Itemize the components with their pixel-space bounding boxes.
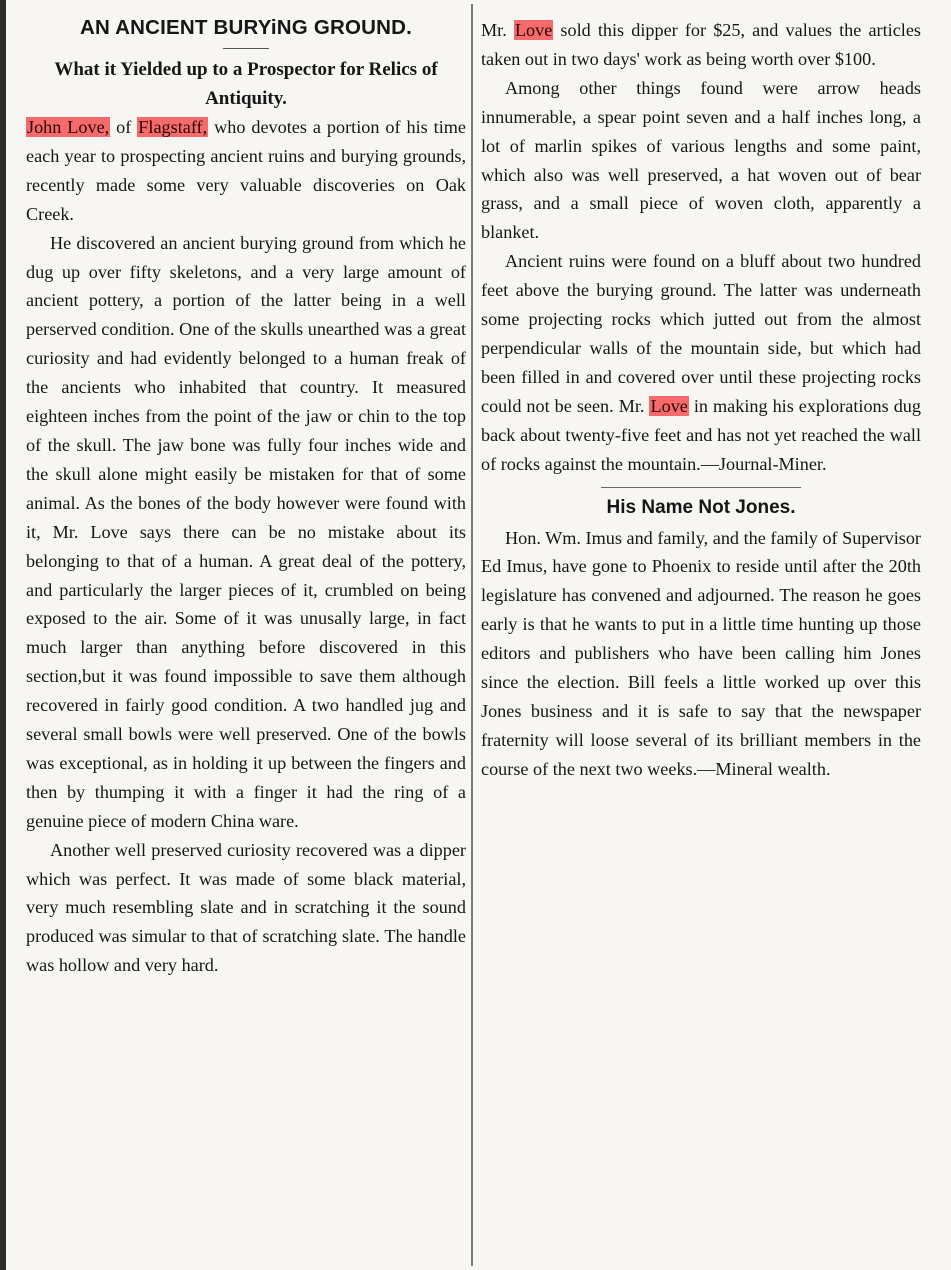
article-subhead: What it Yielded up to a Prospector for Relics of Antiquity. [54,59,438,109]
paragraph-3-rest: sold this dipper for $25, and values the articles taken out in two days' work as being worth over $100. [481,20,921,69]
text-of: of [110,117,138,137]
paragraph-5-text: Ancient ruins were found on a bluff about two hundred feet above the burying ground. The latter was underneath some projecting rocks which jutted out from the almost perpendicular walls of the mountain side, but which had been filled in and covered over until these projecting rocks could not be seen. Mr. [481,251,921,416]
paragraph-5-rest: in making his explorations dug back about twenty-five feet and has not yet reached the wall of rocks against the mountain.—Journal-Miner. [481,395,921,474]
column-rule [471,4,473,1266]
highlight-place: Flagstaff, [138,117,208,137]
article-2-headline: His Name Not Jones. [606,496,796,518]
article-headline: AN ANCIENT BURYiNG GROUND. [79,16,413,39]
headline-rule [223,48,269,49]
highlight-love-1: Love [514,20,553,40]
article-divider [601,487,801,488]
paragraph-3 [26,836,466,981]
paragraph-1-text: who devotes a portion of his time each year to prospecting ancient ruins and burying grounds, recently made some very valuable discoveries on Oak Creek. [26,117,467,224]
paragraph-5 [481,247,921,478]
left-column [26,0,466,1270]
paragraph-1 [26,113,466,229]
paragraph-4: Among other things found were arrow heads innumerable, a spear point seven and a half inches long, a lot of marlin spikes of various lengths and some paint, which also was well preserved, a hat woven out of bear grass, and a small piece of woven cloth, apparently a blanket. [481,77,921,243]
scan-edge [0,0,6,1270]
paragraph-3-continued [481,16,921,74]
highlight-love-2: Love [650,395,688,416]
highlight-name: John Love, [27,117,110,137]
text-mr: Mr. [481,20,514,40]
right-column [481,0,921,1270]
paragraph-3-text: Another well preserved curiosity recovered was a dipper which was perfect. It was made of some black material, very much resembling slate and in scratching it the sound produced was simular to that of scratching slate. The handle was hollow and very hard. [26,839,466,976]
paragraph-2: He discovered an ancient burying ground from which he dug up over fifty skeletons, and a very large amount of ancient pottery, a portion of the latter being in a well perserved condition. One of the skulls unearthed was a great curiosity and had evidently belonged to a human freak of the ancients who inhabited that country. It measured eighteen inches from the point of the jaw or chin to the top of the skull. The jaw bone was fully four inches wide and the skull alone might easily be mistaken for that of some animal. As the bones of the body however were found with it, Mr. Love says there can be no mistake about its belonging to that of a human. A great deal of the pottery, and particularly the larger pieces of it, crumbled on being exposed to the air. Some of it was unusally large, in fact much larger than anything before discovered in this section,but it was found impossible to save them although recovered in fairly good condition. A two handled jug and several small bowls were well preserved. One of the bowls was exceptional, as in holding it up between the fingers and then by thumping it with a finger it had the ring of a genuine piece of modern China ware. [26,232,466,831]
article-2-paragraph: Hon. Wm. Imus and family, and the family of Supervisor Ed Imus, have gone to Phoenix to reside until after the 20th legislature has convened and adjourned. The reason he goes early is that he wants to put in a little time hunting up those editors and publishers who have been calling him Jones since the election. Bill feels a little worked up over this Jones business and it is safe to say that the newspaper fraternity will loose several of its brilliant members in the course of the next two weeks.—Mineral wealth. [481,527,921,779]
